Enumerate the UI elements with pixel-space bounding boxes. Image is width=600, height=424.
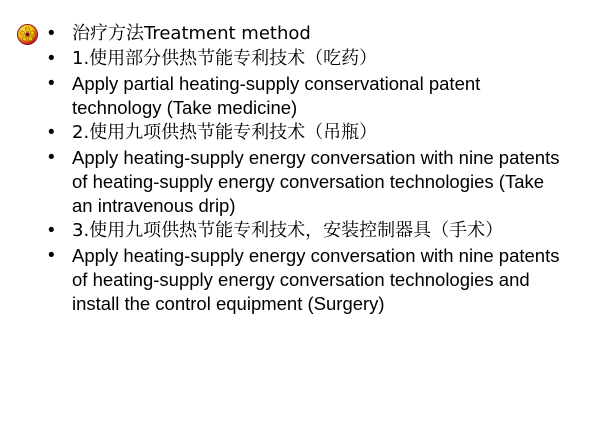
list-item	[48, 47, 568, 71]
bullet-glyph: •	[48, 23, 55, 44]
list-item	[48, 22, 568, 46]
list-item-text: 3.使用九项供热节能专利技术，安装控制器具（手术）	[72, 220, 504, 241]
list-item-text: 2.使用九项供热节能专利技术（吊瓶）	[72, 122, 378, 143]
bullet-marker: •	[48, 147, 55, 168]
list-item-text: Apply partial heating-supply conservational patent technology (Take medicine)	[72, 73, 481, 118]
list-item-text: 治疗方法Treatment method	[72, 23, 311, 44]
list-item-text: Apply heating-supply energy conversation with nine patents of heating-supply energy conversation technologies and install the control equipment (Surgery)	[72, 245, 560, 314]
list-item	[48, 146, 568, 218]
bullet-marker: •	[48, 73, 55, 94]
bullet-marker	[48, 22, 72, 46]
bullet-marker: •	[48, 48, 55, 69]
list-item	[48, 121, 568, 145]
list-item	[48, 244, 568, 316]
list-item-text: 1.使用部分供热节能专利技术（吃药）	[72, 48, 378, 69]
bullet-list	[48, 22, 568, 316]
bullet-marker: •	[48, 122, 55, 143]
flower-star-badge-icon	[18, 25, 37, 44]
list-item	[48, 72, 568, 120]
list-item-text: Apply heating-supply energy conversation with nine patents of heating-supply energy conversation technologies (Take an intravenous drip)	[72, 147, 560, 216]
list-item	[48, 219, 568, 243]
bullet-marker: •	[48, 220, 55, 241]
bullet-marker: •	[48, 245, 55, 266]
